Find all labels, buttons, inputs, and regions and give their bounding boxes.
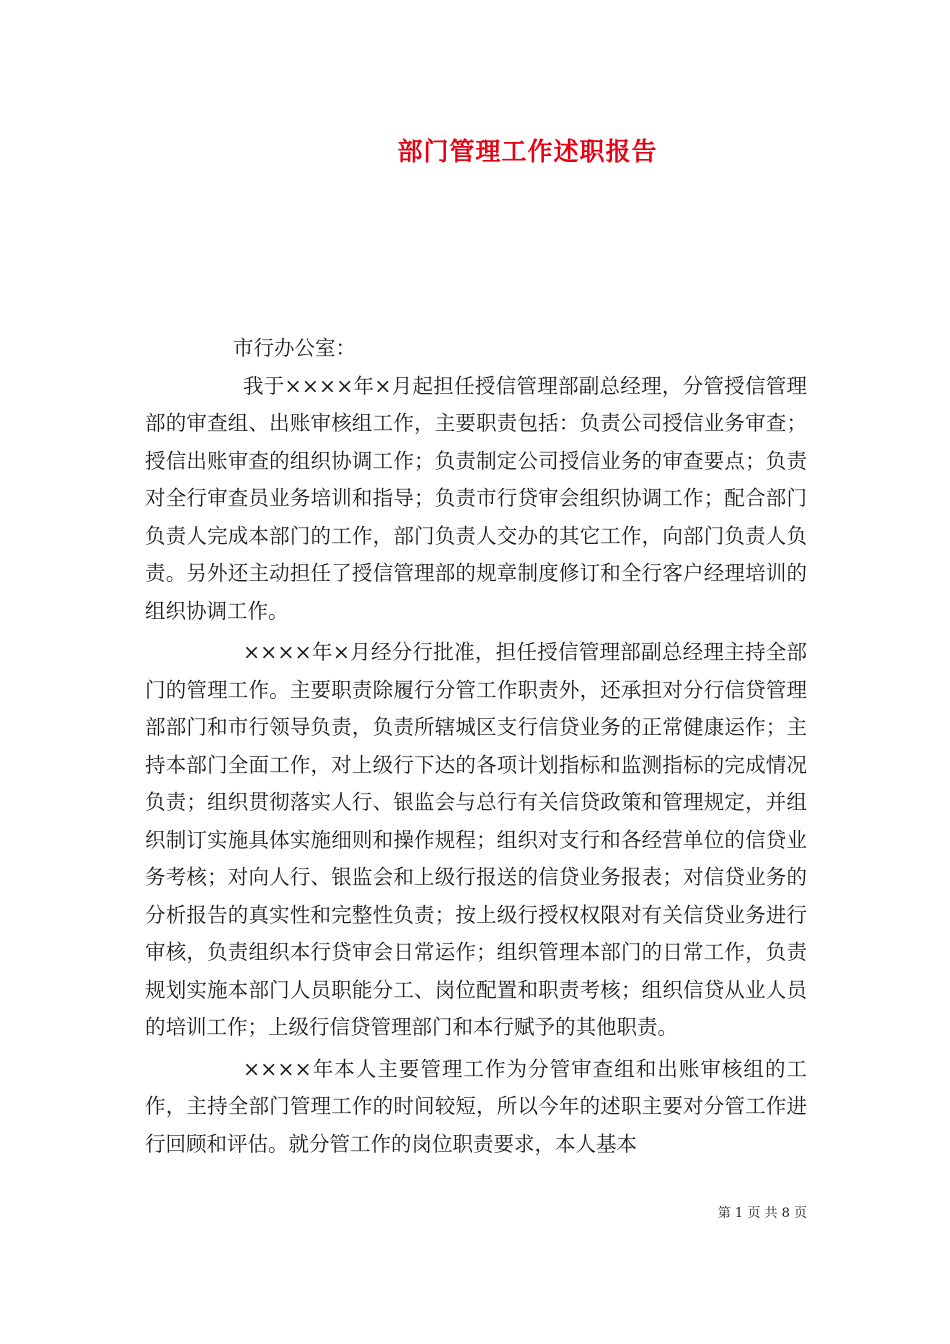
paragraph-1: 我于××××年×月起担任授信管理部副总经理，分管授信管理部的审查组、出账审核组工作，主要职责包括：负责公司授信业务审查；授信出账审查的组织协调工作；负责制定公司授信业务的审查要点；负责对全行审查员业务培训和指导；负责市行贷审会组织协调工作；配合部门负责人完成本部门的工作，部门负责人交办的其它工作，向部门负责人负责。另外还主动担任了授信管理部的规章制度修订和全行客户经理培训的组织协调工作。: [145, 373, 807, 623]
paragraph-3: ××××年本人主要管理工作为分管审查组和出账审核组的工作，主持全部门管理工作的时间较短，所以今年的述职主要对分管工作进行回顾和评估。就分管工作的岗位职责要求，本人基本: [145, 1056, 807, 1156]
page-number-footer: 第 1 页 共 8 页: [717, 1206, 807, 1221]
salutation: 市行办公室：: [233, 336, 356, 360]
paragraph-2: ××××年×月经分行批准，担任授信管理部副总经理主持全部门的管理工作。主要职责除履行分管工作职责外，还承担对分行信贷管理部部门和市行领导负责，负责所辖城区支行信贷业务的正常健康运作；主持本部门全面工作，对上级行下达的各项计划指标和监测指标的完成情况负责；组织贯彻落实人行、银监会与总行有关信贷政策和管理规定，并组织制订实施具体实施细则和操作规程；组织对支行和各经营单位的信贷业务考核；对向人行、银监会和上级行报送的信贷业务报表；对信贷业务的分析报告的真实性和完整性负责；按上级行授权权限对有关信贷业务进行审核，负责组织本行贷审会日常运作；组织管理本部门的日常工作，负责规划实施本部门人员职能分工、岗位配置和职责考核；组织信贷从业人员的培训工作；上级行信贷管理部门和本行赋予的其他职责。: [145, 640, 807, 1039]
page-title: 部门管理工作述职报告: [397, 137, 658, 166]
document-body: [145, 330, 807, 1163]
